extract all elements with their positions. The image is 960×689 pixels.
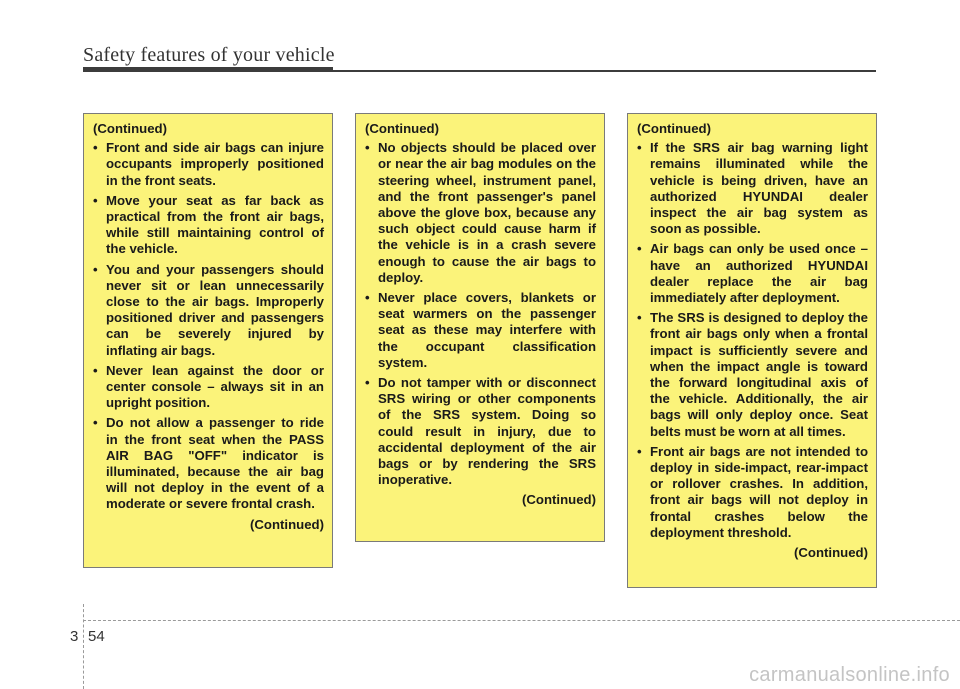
list-item: • The SRS is designed to deploy the front air bags only when a frontal impact is sufficiently severe and when the impact angle is toward the forward longitudinal axis of the vehicle. Additionally, the air bags will only deploy once. Seat belts must be worn at all times.	[637, 310, 868, 440]
header-rule-thin	[333, 70, 876, 72]
list-item: • You and your passengers should never sit or lean unnecessarily close to the air bags. Improperly positioned driver and passengers can be severely injured by inflating air bags.	[93, 262, 324, 359]
bullet-list	[637, 140, 868, 541]
footer-divider-horizontal	[83, 620, 960, 621]
bullet-list	[93, 140, 324, 512]
panel-continued-heading: (Continued)	[93, 121, 167, 136]
header-rule-thick	[83, 67, 333, 72]
panel-continued-heading: (Continued)	[637, 121, 711, 136]
site-watermark: carmanualsonline.info	[749, 664, 950, 686]
list-item: • Front air bags are not intended to deploy in side-impact, rear-impact or rollover crashes. In addition, front air bags will not deploy in frontal crashes below the deployment threshold.	[637, 444, 868, 541]
footer-divider-vertical	[83, 604, 84, 689]
list-item: • If the SRS air bag warning light remains illuminated while the vehicle is being driven, have an authorized HYUNDAI dealer inspect the air bag system as soon as possible.	[637, 140, 868, 237]
list-item: • No objects should be placed over or near the air bag modules on the steering wheel, instrument panel, and the front passenger's panel above the glove box, because any such object could cause harm if the vehicle is in a crash severe enough to cause the air bags to deploy.	[365, 140, 596, 286]
panel-continued-footer: (Continued)	[522, 492, 596, 508]
list-item: • Never lean against the door or center console – always sit in an upright position.	[93, 363, 324, 412]
list-item: • Never place covers, blankets or seat warmers on the passenger seat as these may interfere with the occupant classification system.	[365, 290, 596, 371]
panel-continued-heading: (Continued)	[365, 121, 439, 136]
list-item: • Do not tamper with or disconnect SRS wiring or other components of the SRS system. Doing so could result in injury, due to accidental deployment of the air bags or by rendering the SRS inoperative.	[365, 375, 596, 488]
bullet-list	[365, 140, 596, 488]
warning-panel-right	[627, 113, 877, 588]
section-number: 3	[70, 628, 79, 645]
list-item: • Air bags can only be used once – have an authorized HYUNDAI dealer replace the air bag immediately after deployment.	[637, 241, 868, 306]
list-item: • Move your seat as far back as practical from the front air bags, while still maintaining control of the vehicle.	[93, 193, 324, 258]
page-number: 54	[88, 628, 105, 645]
list-item: • Front and side air bags can injure occupants improperly positioned in the front seats.	[93, 140, 324, 189]
panel-continued-footer: (Continued)	[794, 545, 868, 561]
warning-panel-left	[83, 113, 333, 568]
panel-continued-footer: (Continued)	[250, 516, 324, 532]
page-header-title: Safety features of your vehicle	[83, 44, 335, 66]
warning-panel-middle	[355, 113, 605, 542]
list-item: • Do not allow a passenger to ride in the front seat when the PASS AIR BAG "OFF" indicator is illuminated, because the air bag will not deploy in the event of a moderate or severe frontal crash.	[93, 415, 324, 512]
